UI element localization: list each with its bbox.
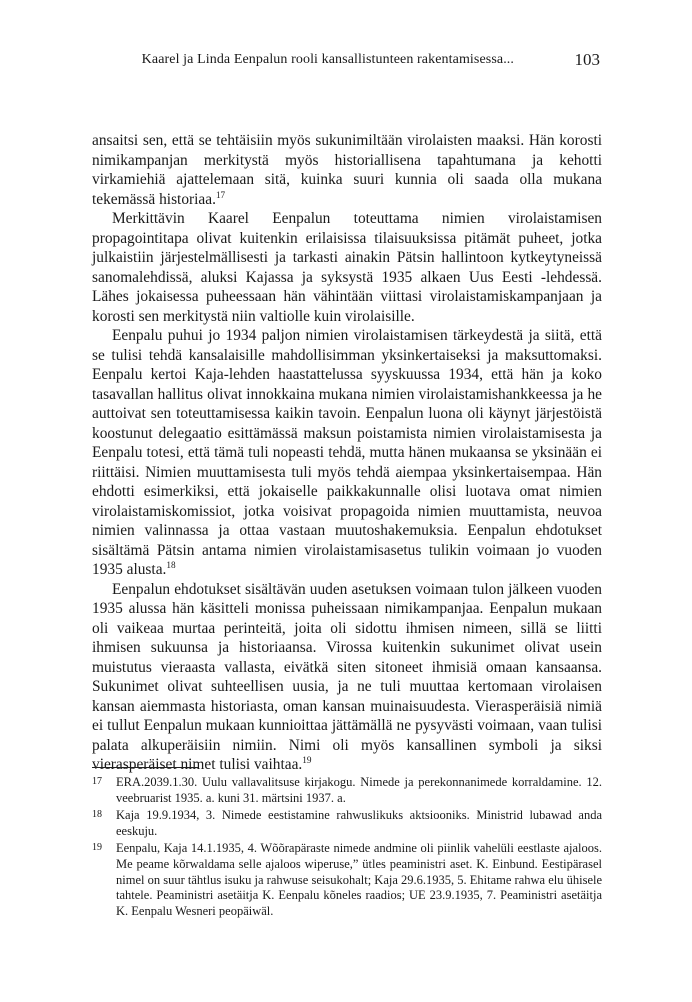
footnote-text: ERA.2039.1.30. Uulu vallavalitsuse kirjakogu. Nimede ja perekonnanimede korraldamine. 12. veebruarist 1935. a. kuni 31. märtsini 1937. a. xyxy=(116,775,602,805)
footnote-number: 18 xyxy=(92,809,102,821)
paragraph-text: Eenpalu puhui jo 1934 paljon nimien virolaistamisen tärkeydestä ja siitä, että se tulisi tehdä kansalaisille mahdollisimman yksinkertaiseksi ja maksuttomaksi. Eenpalu kertoi Kaja-lehden haastattelussa syyskuussa 1934, että hän ja koko tasavallan hallitus olivat innokkaina mukana nimien virolaistamishankkeessa ja he auttoivat sen toteuttamisessa kaikin tavoin. Eenpalun luona oli käynyt järjestöistä koostunut delegaatio esittämässä maksun poistamista nimien virolaistamisesta ja Eenpalu totesi, että tämä tuli nopeasti tehdä, mutta hänen mukaansa se yksinään ei riittäisi. Nimien muuttamisesta tuli myös tehdä aiempaa yksinkertaisempaa. Hän ehdotti esimerkiksi, että jokaiselle paikkakunnalle olisi luotava omat nimien virolaistamiskomissiot, jotka voisivat propagoida nimien muuttamista, neuvoa nimien valinnassa ja ottaa vastaan muutoshakemuksia. Eenpalun ehdotukset sisältämä Pätsin antama nimien virolaistamisasetus tulikin voimaan jo vuoden 1935 alusta. xyxy=(92,327,602,578)
footnotes xyxy=(92,775,602,921)
paragraph xyxy=(92,209,602,326)
paragraph-text: Eenpalun ehdotukset sisältävän uuden asetuksen voimaan tulon jälkeen vuoden 1935 alussa hän käsitteli monissa puheissaan nimikampanjaa. Eenpalun mukaan oli vaikeaa murtaa perinteitä, joita oli sidottu ihmisen nimeen, sillä se liitti ihmisen sukuunsa ja historiaansa. Virossa kuitenkin sukunimet olivat usein muistutus vieraasta vallasta, eivätkä siten sitoneet ihmisiä omaan kansaansa. Sukunimet olivat suhteellisen uusia, ja ne tuli muuttaa kertomaan virolaisen kansan aiemmasta historiasta, oman kansan muinaisuudesta. Vierasperäisiä nimiä ei tullut Eenpalun mukaan kunnioittaa jättämällä ne pysyvästi voimaan, vaan tulisi palata alkuperäisiin nimiin. Nimi oli myös kansallinen symboli ja siksi vierasperäiset nimet tulisi vaihtaa. xyxy=(92,580,602,773)
footnote-number: 19 xyxy=(92,842,102,854)
page-number: 103 xyxy=(574,50,600,69)
paragraph-text: Merkittävin Kaarel Eenpalun toteuttama nimien virolaistamisen propagointitapa olivat kuitenkin erilaisissa tilaisuuksissa pitämät puheet, jotka julkaistiin järjestelmällisesti ja tarkasti ainakin Pätsin hallintoon kytkeytyneissä sanomalehdissä, aluksi Kajassa ja syksystä 1935 alkaen Uus Eesti -lehdessä. Lähes jokaisessa puheessaan hän vähintään viittasi virolaistamiskampanjaan ja korosti sen merkitystä niin valtiolle kuin virolaisille. xyxy=(92,210,602,325)
footnote xyxy=(92,775,602,806)
footnote-ref: 18 xyxy=(166,559,176,570)
footnote xyxy=(92,808,602,839)
running-title: Kaarel ja Linda Eenpalun rooli kansallistunteen rakentamisessa... xyxy=(141,52,514,67)
paragraph-text: ansaitsi sen, että se tehtäisiin myös sukunimiltään virolaisten maaksi. Hän korosti nimikampanjan merkitystä myös historiallisena tapahtumana ja kehotti virkamiehiä ajattelemaan sitä, kuinka suuri kunnia oli saada olla mukana tekemässä historiaa. xyxy=(92,132,602,208)
footnote-text: Eenpalu, Kaja 14.1.1935, 4. Wõõrapäraste nimede andmine oli piinlik vahelüli eestlaste ajaloos. Me peame kõrwaldama selle ajaloos wiperuse,” ütles peaministri aset. K. Einbund. Eestipärasel nimel on suur tähtlus isuku ja rahwuse seisukohalt; Kaja 29.6.1935, 5. Ehitame rahwa elu ühisele tahtele. Peaministri asetäitja K. Eenpalu kõneles raadios; UE 23.9.1935, 7. Peaministri asetäitja K. Eenpalu Wesneri peopäiwäl. xyxy=(116,841,603,918)
footnote-ref: 17 xyxy=(215,189,226,200)
footnote-text: Kaja 19.9.1934, 3. Nimede eestistamine rahwuslikuks aktsiooniks. Ministrid lubawad anda eeskuju. xyxy=(116,808,602,838)
footnote-divider xyxy=(92,767,198,768)
footnote-ref: 19 xyxy=(302,754,312,765)
paragraph xyxy=(92,580,602,775)
paragraph xyxy=(92,131,602,209)
body-text xyxy=(92,131,602,775)
page-header xyxy=(92,52,602,76)
footnote xyxy=(92,841,602,919)
paragraph xyxy=(92,326,602,580)
footnote-number: 17 xyxy=(92,776,102,787)
